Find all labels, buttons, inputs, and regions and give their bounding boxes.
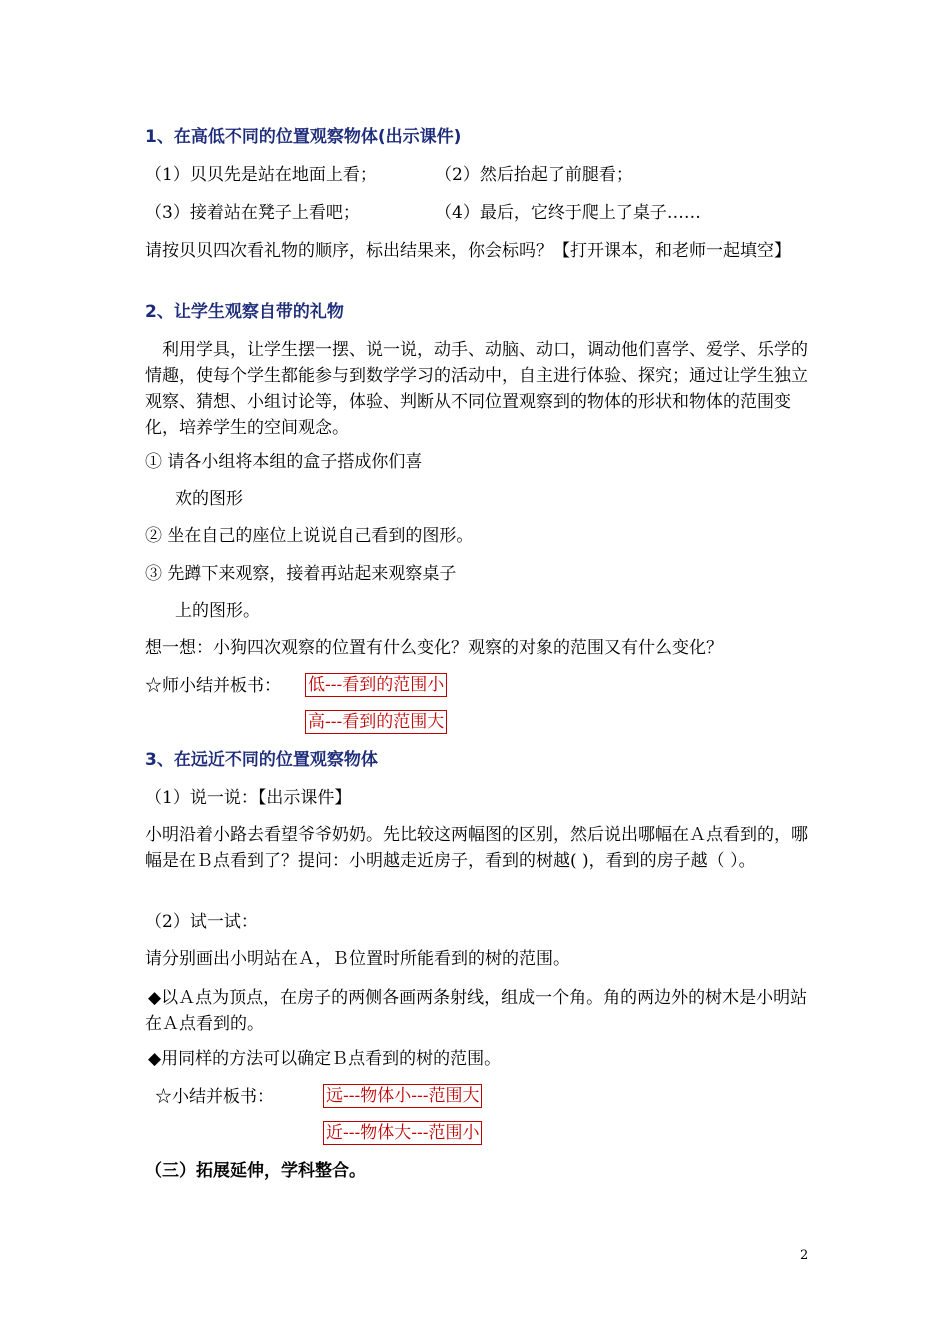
- section3-bullet2: ◆用同样的方法可以确定Ｂ点看到的树的范围。: [148, 1049, 502, 1069]
- section1-item1: （1）贝贝先是站在地面上看；: [145, 165, 377, 185]
- section4-heading: （三）拓展延伸，学科整合。: [145, 1161, 366, 1181]
- section3-say-paragraph: 小明沿着小路去看望爷爷奶奶。先比较这两幅图的区别，然后说出哪幅在Ａ点看到的，哪幅是在Ｂ点看到了？提问：小明越走近房子，看到的树越( )，看到的房子越（ ）。: [145, 825, 808, 871]
- section3-heading: 3、在远近不同的位置观察物体: [145, 750, 378, 770]
- section2-step2: ② 坐在自己的座位上说说自己看到的图形。: [145, 526, 474, 546]
- section2-step1: ① 请各小组将本组的盒子搭成你们喜: [145, 452, 423, 472]
- section3-bullet1: ◆以Ａ点为顶点，在房子的两侧各画两条射线，组成一个角。角的两边外的树木是小明站在Ａ点看到的。: [145, 988, 808, 1034]
- section2-board-low: 低---看到的范围小: [305, 673, 447, 697]
- section3-board-near: 近---物体大---范围小: [323, 1121, 482, 1145]
- section3-summary-label: ☆小结并板书：: [155, 1087, 274, 1107]
- section2-step3-cont: 上的图形。: [175, 601, 260, 621]
- section3-try-text: 请分别画出小明站在Ａ，Ｂ位置时所能看到的树的范围。: [145, 949, 570, 969]
- section1-heading: 1、在高低不同的位置观察物体(出示课件): [145, 127, 462, 147]
- section2-paragraph: 利用学具，让学生摆一摆、说一说，动手、动脑、动口，调动他们喜学、爱学、乐学的情趣，使每个学生都能参与到数学学习的活动中，自主进行体验、探究；通过让学生独立观察、猜想、小组讨论等，体验、判断从不同位置观察到的物体的形状和物体的范围变化，培养学生的空间观念。: [145, 340, 808, 438]
- section1-item3: （3）接着站在凳子上看吧；: [145, 203, 360, 223]
- section2-step3: ③ 先蹲下来观察，接着再站起来观察桌子: [145, 564, 457, 584]
- section3-board-far: 远---物体小---范围大: [323, 1084, 482, 1108]
- section1-item2: （2）然后抬起了前腿看；: [435, 165, 633, 185]
- section2-step1-cont: 欢的图形: [175, 489, 243, 509]
- section1-question: 请按贝贝四次看礼物的顺序，标出结果来，你会标吗？【打开课本，和老师一起填空】: [145, 241, 791, 261]
- section2-summary-label: ☆师小结并板书：: [145, 676, 281, 696]
- section2-think: 想一想：小狗四次观察的位置有什么变化？观察的对象的范围又有什么变化？: [145, 638, 723, 658]
- section3-say-label: （1）说一说：【出示课件】: [145, 788, 352, 808]
- section3-try-label: （2）试一试：: [145, 912, 258, 932]
- section2-heading: 2、让学生观察自带的礼物: [145, 302, 344, 322]
- section1-item4: （4）最后，它终于爬上了桌子……: [435, 203, 701, 223]
- section2-board-high: 高---看到的范围大: [305, 710, 447, 734]
- page-number: 2: [800, 1248, 809, 1263]
